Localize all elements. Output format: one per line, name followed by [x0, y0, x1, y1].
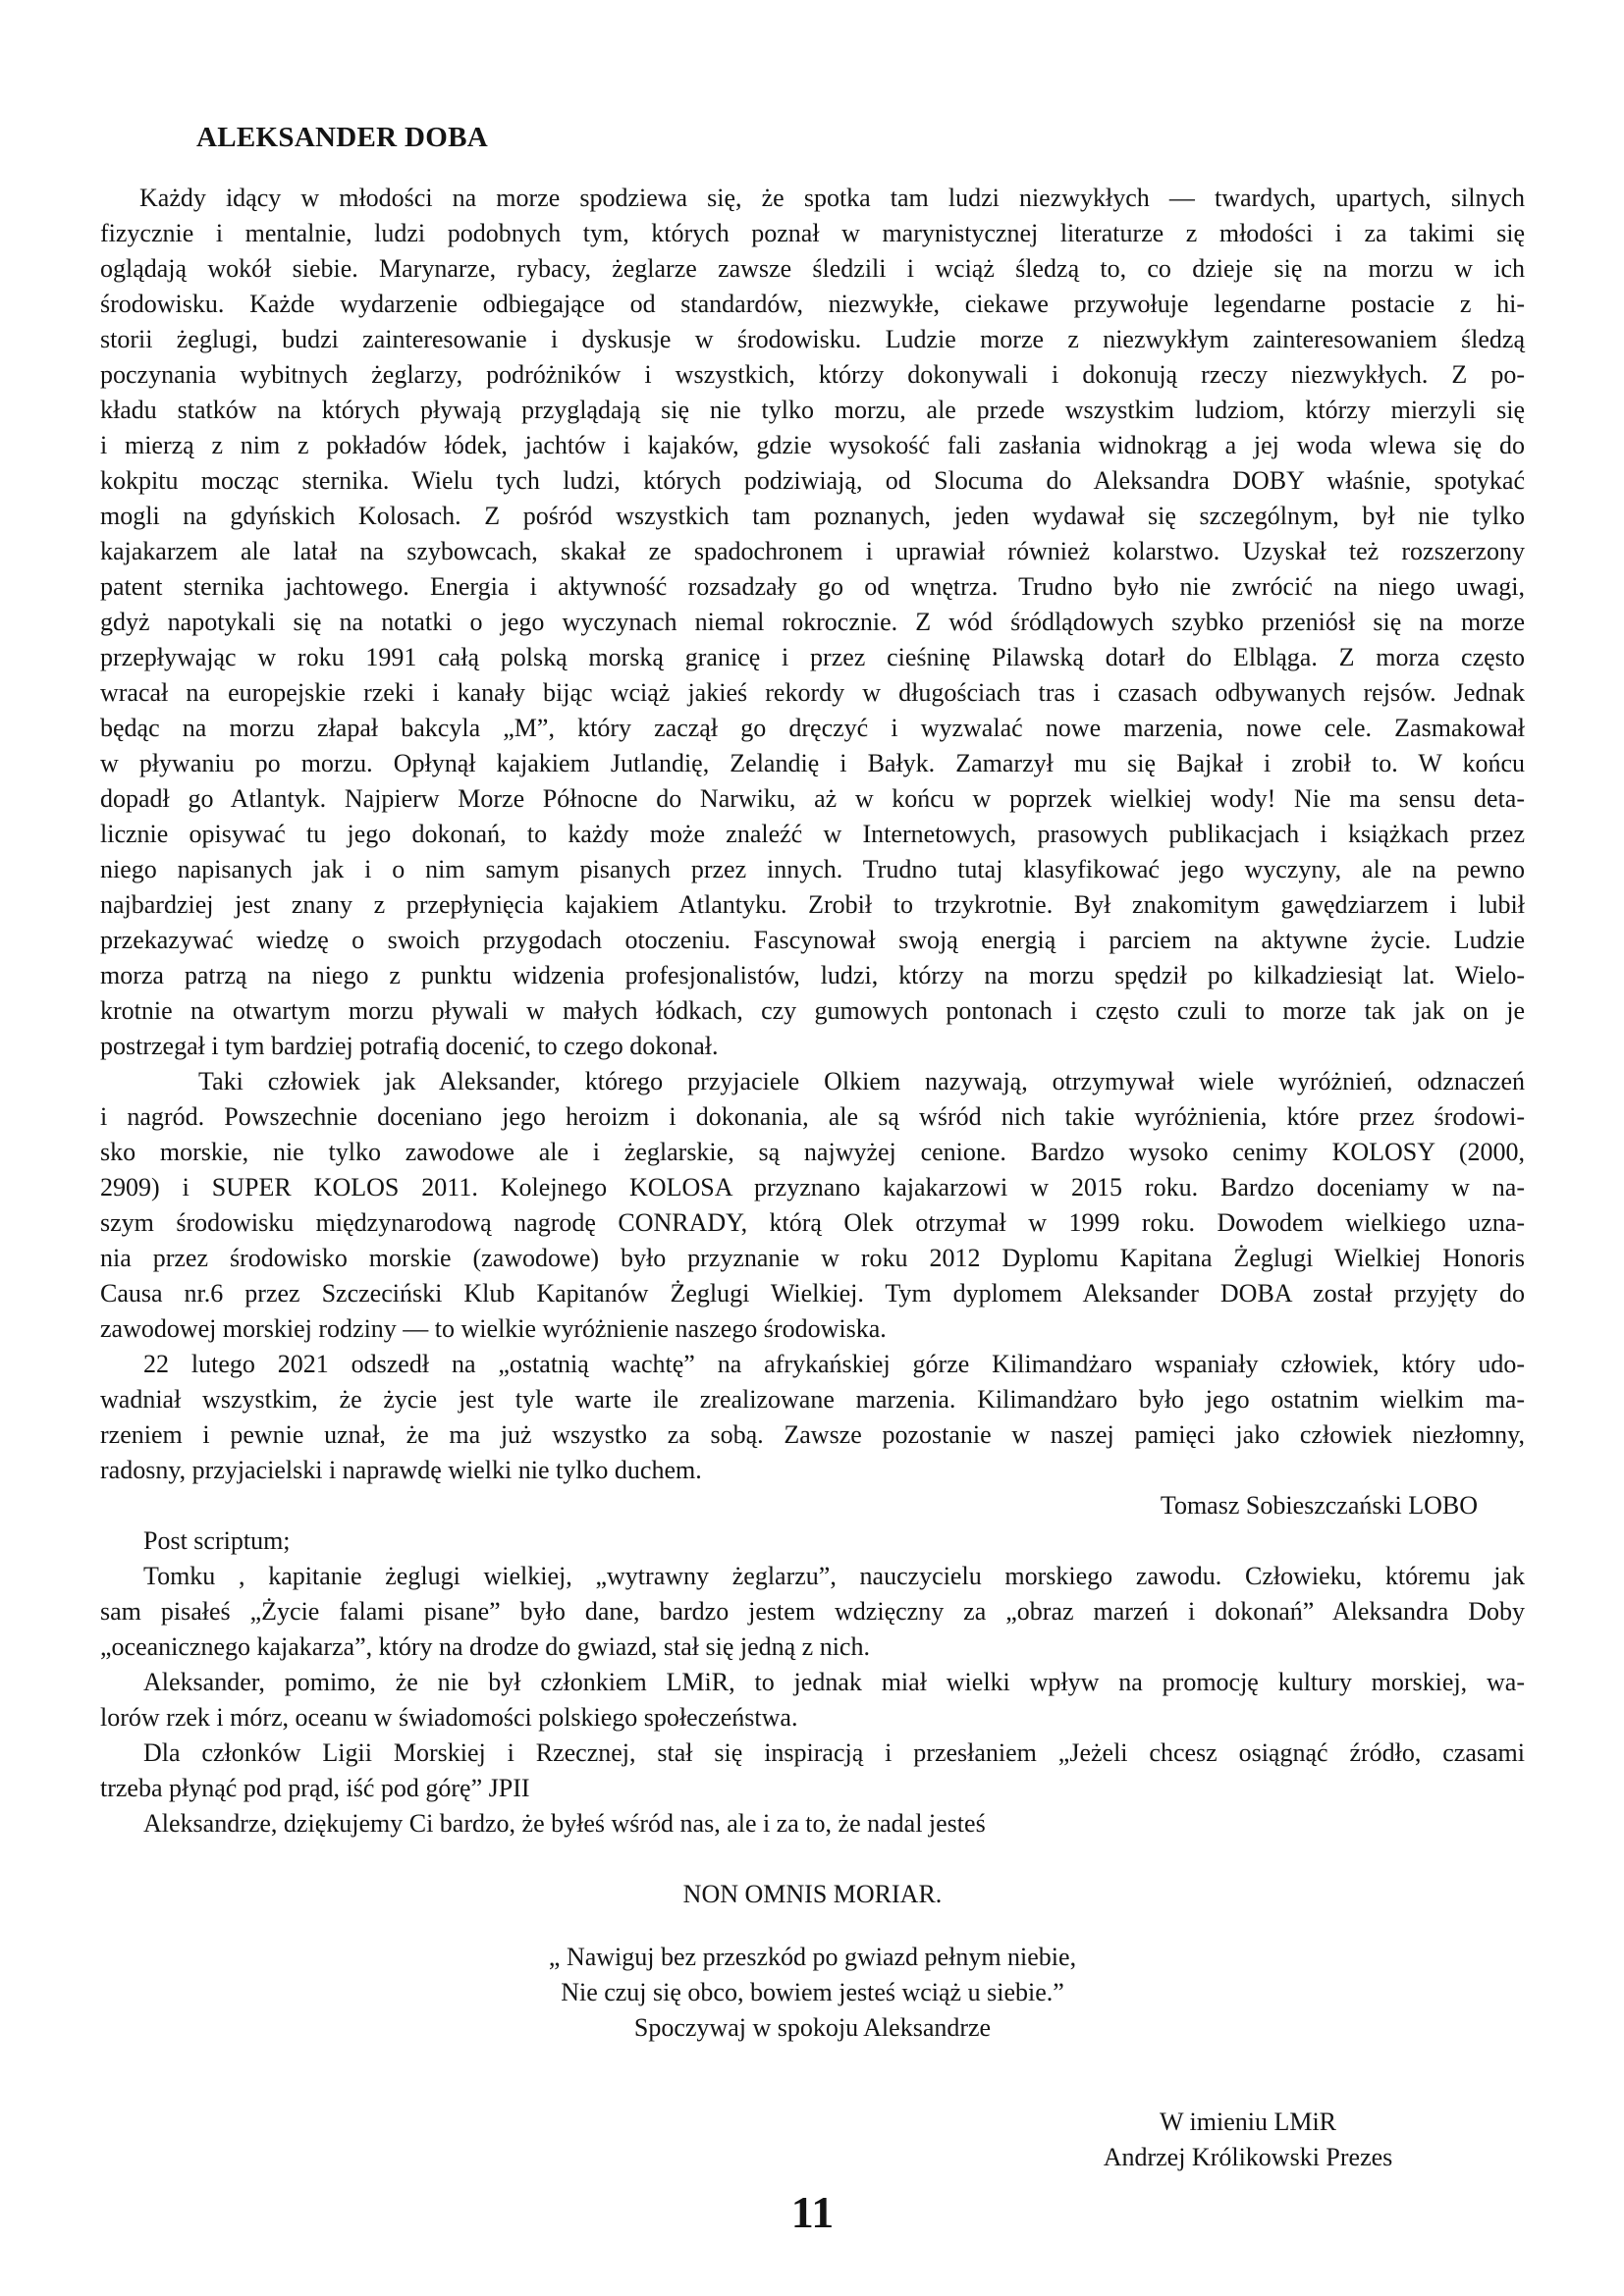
- text-line: wadniał wszystkim, że życie jest tyle warte ile zrealizowane marzenia. Kilimandżaro było jego ostatnim wielkim ma-: [100, 1385, 1525, 1414]
- text-line: niego napisanych jak i o nim samym pisanych przez innych. Trudno tutaj klasyfikować jego wyczyny, ale na pewno: [100, 855, 1525, 883]
- text-line: lorów rzek i mórz, oceanu w świadomości polskiego społeczeństwa.: [100, 1703, 798, 1732]
- paragraph: [100, 1665, 1525, 1735]
- spacer: [100, 1912, 1525, 1940]
- quote-block: [100, 1940, 1525, 2046]
- text-line: patent sternika jachtowego. Energia i aktywność rozsadzały go od wnętrza. Trudno było nie zwrócić na niego uwagi,: [100, 572, 1525, 601]
- quote-line: Spoczywaj w spokoju Aleksandrze: [633, 2013, 992, 2042]
- text-line: mogli na gdyńskich Kolosach. Z pośród wszystkich tam poznanych, jeden wydawał się szczególnym, był nie tylko: [100, 502, 1525, 530]
- closing-signature-block: [1022, 2105, 1474, 2175]
- text-line: poczynania wybitnych żeglarzy, podróżników i wszystkich, którzy dokonywali i dokonują rzeczy niezwykłych. Z po-: [100, 360, 1525, 389]
- text-line: i nagród. Powszechnie doceniano jego heroizm i dokonania, ale są wśród nich takie wyróżnienia, które przez środowi-: [100, 1102, 1525, 1131]
- paragraph: [100, 1347, 1525, 1488]
- text-line: środowisku. Każde wydarzenie odbiegające od standardów, niezwykłe, ciekawe przywołuje legendarne postacie z hi-: [100, 290, 1525, 318]
- document-body: [100, 0, 1525, 2242]
- paragraph: [100, 1064, 1525, 1347]
- text-line: i mierzą z nim z pokładów łódek, jachtów i kajaków, gdzie wysokość fali zasłania widnokrąg a jej woda wlewa się do: [100, 431, 1525, 459]
- spacer: [100, 1842, 1525, 1877]
- text-line: przepływając w roku 1991 całą polską morską granicę i przez cieśninę Pilawską dotarł do Elbląga. Z morza często: [100, 643, 1525, 671]
- text-line: sko morskie, nie tylko zawodowe ale i żeglarskie, są najwyżej cenione. Bardzo wysoko cenimy KOLOSY (2000,: [100, 1138, 1525, 1166]
- text-line: fizycznie i mentalnie, ludzi podobnych tym, których poznał w marynistycznej literaturze z młodości i za takimi się: [100, 219, 1525, 247]
- text-line: sam pisałeś „Życie falami pisane” było dane, bardzo jestem wdzięczny za „obraz marzeń i dokonań” Aleksandra Doby: [100, 1597, 1525, 1626]
- text-line: Dla członków Ligii Morskiej i Rzecznej, stał się inspiracją i przesłaniem „Jeżeli chcesz osiągnąć źródło, czasami: [143, 1738, 1525, 1767]
- text-line: 2909) i SUPER KOLOS 2011. Kolejnego KOLOSA przyznano kajakarzowi w 2015 roku. Bardzo doceniamy w na-: [100, 1173, 1525, 1201]
- text-line: rzeniem i pewnie uznał, że ma już wszystko za sobą. Zawsze pozostanie w naszej pamięci jako człowiek niezłomny,: [100, 1420, 1525, 1449]
- text-line: kajakarzem ale latał na szybowcach, skakał ze spadochronem i uprawiał również kolarstwo. Uzyskał też rozszerzony: [100, 537, 1525, 565]
- paragraph: [100, 1735, 1525, 1806]
- text-line: Aleksandrze, dziękujemy Ci bardzo, że byłeś wśród nas, ale i za to, że nadal jesteś: [143, 1809, 986, 1838]
- document-title: ALEKSANDER DOBA: [196, 122, 488, 153]
- text-line: oglądają wokół siebie. Marynarze, rybacy, żeglarze zawsze śledzili i wciąż śledzą to, co dzieje się na morzu w ich: [100, 254, 1525, 283]
- text-line: trzeba płynąć pod prąd, iść pod górę” JPII: [100, 1774, 530, 1802]
- spacer: [100, 2046, 1525, 2105]
- text-line: morza patrzą na niego z punktu widzenia profesjonalistów, ludzi, którzy na morzu spędził po kilkadziesiąt lat. Wielo-: [100, 961, 1525, 989]
- text-line: przekazywać wiedzę o swoich przygodach otoczeniu. Fascynował swoją energią i parciem na aktywne życie. Ludzie: [100, 926, 1525, 954]
- text-line: licznie opisywać tu jego dokonań, to każdy może znaleźć w Internetowych, prasowych publikacjach i książkach przez: [100, 820, 1525, 848]
- text-line: Każdy idący w młodości na morze spodziewa się, że spotka tam ludzi niezwykłych — twardych, upartych, silnych: [139, 184, 1525, 212]
- text-line: szym środowisku międzynarodową nagrodę CONRADY, którą Olek otrzymał w 1999 roku. Dowodem wielkiego uzna-: [100, 1208, 1525, 1237]
- text-line: postrzegał i tym bardziej potrafią docenić, to czego dokonał.: [100, 1032, 719, 1060]
- page-number: 11: [790, 2187, 835, 2237]
- text-line: Causa nr.6 przez Szczeciński Klub Kapitanów Żeglugi Wielkiej. Tym dyplomem Aleksander DOBA został przyjęty do: [100, 1279, 1525, 1308]
- quote-line: Nie czuj się obco, bowiem jesteś wciąż u siebie.”: [561, 1978, 1064, 2006]
- text-line: radosny, przyjacielski i naprawdę wielki nie tylko duchem.: [100, 1456, 702, 1484]
- text-line: najbardziej jest znany z przepłynięcia kajakiem Atlantyku. Zrobił to trzykrotnie. Był znakomitym gawędziarzem i lubił: [100, 890, 1525, 919]
- text-line: storii żeglugi, budzi zainteresowanie i dyskusje w środowisku. Ludzie morze z niezwykłym zainteresowaniem śledzą: [100, 325, 1525, 353]
- text-line: zawodowej morskiej rodziny — to wielkie wyróżnienie naszego środowiska.: [100, 1314, 887, 1343]
- text-line: Post scriptum;: [143, 1526, 291, 1555]
- text-line: kładu statków na których pływają przyglądają się nie tylko morzu, ale przede wszystkim ludziom, którzy mierzyli się: [100, 396, 1525, 424]
- text-line: wracał na europejskie rzeki i kanały bijąc wciąż jakieś rekordy w długościach tras i czasach odbywanych rejsów. Jednak: [100, 678, 1525, 707]
- text-line: dopadł go Atlantyk. Najpierw Morze Północne do Narwiku, aż w końcu w poprzek wielkiej wody! Nie ma sensu deta-: [100, 784, 1525, 813]
- text-line: krotnie na otwartym morzu pływali w małych łódkach, czy gumowych pontonach i często czuli to morze tak jak on je: [100, 996, 1525, 1025]
- closing-signature-line: W imieniu LMiR: [1159, 2108, 1337, 2136]
- text-line: Taki człowiek jak Aleksander, którego przyjaciele Olkiem nazywają, otrzymywał wiele wyróżnień, odznaczeń: [198, 1067, 1525, 1095]
- text-line: gdyż napotykali się na notatki o jego wyczynach niemal rokrocznie. Z wód śródlądowych szybko przeniósł się na morze: [100, 608, 1525, 636]
- quote-line: „ Nawiguj bez przeszkód po gwiazd pełnym niebie,: [548, 1943, 1077, 1971]
- text-line: „oceanicznego kajakarza”, który na drodze do gwiazd, stał się jedną z nich.: [100, 1632, 870, 1661]
- paragraph: [100, 1806, 1525, 1842]
- text-line: w pływaniu po morzu. Opłynął kajakiem Jutlandię, Zelandię i Bałyk. Zamarzył mu się Bajkał i zrobił to. W końcu: [100, 749, 1525, 777]
- paragraph: [100, 181, 1525, 1064]
- signature-line: Tomasz Sobieszczański LOBO: [1160, 1491, 1478, 1520]
- text-line: kokpitu mocząc sternika. Wielu tych ludzi, których podziwiają, od Slocuma do Aleksandra DOBY właśnie, spotykać: [100, 466, 1525, 495]
- text-line: nia przez środowisko morskie (zawodowe) było przyznanie w roku 2012 Dyplomu Kapitana Żeglugi Wielkiej Honoris: [100, 1244, 1525, 1272]
- closing-signature-line: Andrzej Królikowski Prezes: [1103, 2143, 1393, 2171]
- paragraph: [100, 1523, 1525, 1559]
- spacer: [100, 2175, 1525, 2183]
- text-line: będąc na morzu złapał bakcyla „M”, który zaczął go dręczyć i wyzwalać nowe marzenia, nowe cele. Zasmakował: [100, 714, 1525, 742]
- text-line: 22 lutego 2021 odszedł na „ostatnią wachtę” na afrykańskiej górze Kilimandżaro wspaniały człowiek, który udo-: [143, 1350, 1525, 1378]
- motto-line: NON OMNIS MORIAR.: [682, 1880, 943, 1908]
- paragraph: [100, 1559, 1525, 1665]
- text-line: Tomku , kapitanie żeglugi wielkiej, „wytrawny żeglarzu”, nauczycielu morskiego zawodu. Człowieku, któremu jak: [143, 1562, 1525, 1590]
- text-line: Aleksander, pomimo, że nie był członkiem LMiR, to jednak miał wielki wpływ na promocję kultury morskiej, wa-: [143, 1668, 1525, 1696]
